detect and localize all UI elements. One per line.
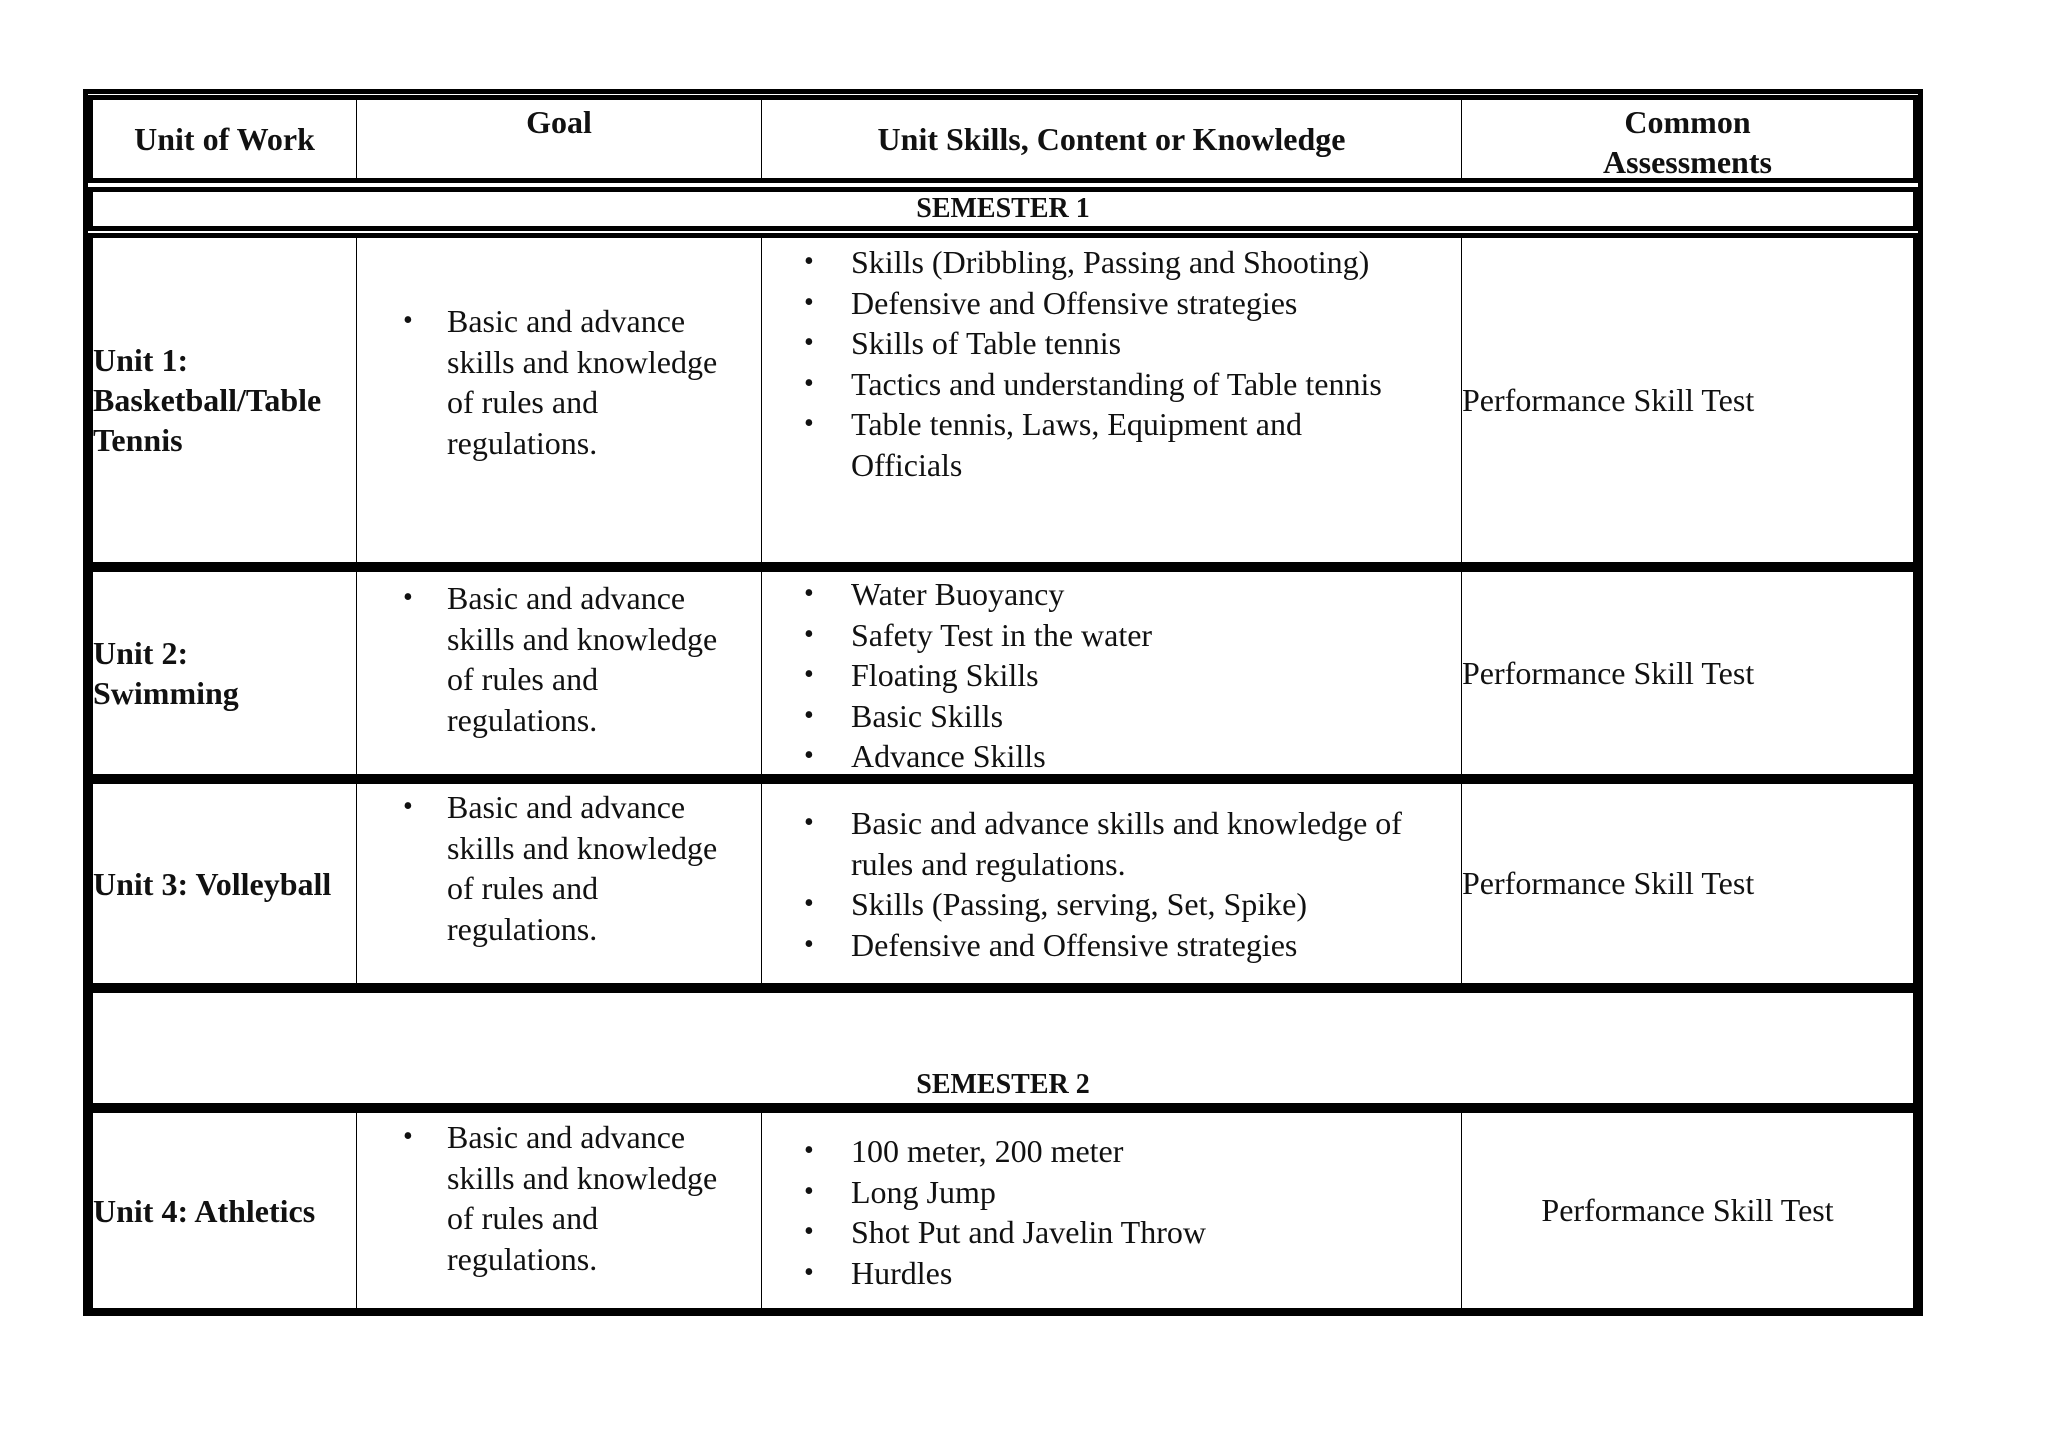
unit-1-assessment: Performance Skill Test — [1462, 381, 1755, 418]
header-unit-of-work-cell — [93, 100, 357, 178]
list-item: • Table tennis, Laws, Equipment and Officials — [762, 404, 1453, 485]
list-item: • Defensive and Offensive strategies — [762, 283, 1453, 324]
unit-4-skills-cell — [762, 1113, 1462, 1308]
unit-3-assessment-cell — [1462, 784, 1913, 983]
unit-3-skills-cell — [762, 784, 1462, 983]
unit-2-goal-cell — [357, 572, 762, 774]
unit-2-row — [88, 567, 1918, 779]
list-item: • 100 meter, 200 meter — [762, 1131, 1453, 1172]
header-skills-cell — [762, 100, 1462, 178]
unit-4-assessment: Performance Skill Test — [1541, 1192, 1834, 1228]
header-assessments — [1462, 100, 1913, 182]
unit-2-skills-list — [762, 574, 1453, 777]
unit-1-name-line3: Tennis — [93, 422, 183, 458]
unit-2-name-line1: Unit 2: — [93, 635, 189, 671]
unit-4-assessment-cell — [1462, 1113, 1913, 1308]
list-item: • Water Buoyancy — [762, 574, 1453, 615]
unit-3-row — [88, 779, 1918, 988]
unit-2-skills-cell — [762, 572, 1462, 774]
unit-1-name-cell — [93, 238, 357, 562]
unit-1-assessment-cell — [1462, 238, 1913, 562]
header-skills: Unit Skills, Content or Knowledge — [877, 120, 1346, 157]
list-item: • Floating Skills — [762, 655, 1453, 696]
unit-1-name-line2: Basketball/Table — [93, 382, 322, 418]
list-item: • Skills (Dribbling, Passing and Shooting) — [762, 242, 1453, 283]
header-goal: Goal — [526, 104, 592, 140]
header-assessments-cell — [1462, 100, 1913, 178]
list-item: • Hurdles — [762, 1253, 1453, 1294]
unit-1-goal-cell — [357, 238, 762, 562]
unit-2-assessment: Performance Skill Test — [1462, 654, 1755, 691]
unit-4-goal-cell — [357, 1113, 762, 1308]
unit-1-skills-cell — [762, 238, 1462, 562]
unit-1-row — [88, 233, 1918, 567]
unit-3-goal: • Basic and advance skills and knowledge of rules and regulations. — [357, 787, 751, 949]
list-item: • Basic and advance skills and knowledge of rules and regulations. — [762, 803, 1453, 884]
unit-4-row — [88, 1108, 1918, 1313]
unit-4-goal: • Basic and advance skills and knowledge of rules and regulations. — [357, 1117, 751, 1279]
unit-1-name — [93, 238, 356, 562]
list-item: • Basic Skills — [762, 696, 1453, 737]
unit-3-goal-cell — [357, 784, 762, 983]
list-item: • Skills of Table tennis — [762, 323, 1453, 364]
header-assessments-line2: Assessments — [1603, 144, 1772, 180]
unit-1-goal: • Basic and advance skills and knowledge of rules and regulations. — [357, 301, 751, 463]
list-item: • Advance Skills — [762, 736, 1453, 777]
unit-3-name-cell — [93, 784, 357, 983]
unit-4-name-cell — [93, 1113, 357, 1308]
semester-1-label: SEMESTER 1 — [916, 193, 1090, 224]
header-assessments-line1: Common — [1624, 104, 1751, 140]
unit-4-name: Unit 4: Athletics — [93, 1192, 316, 1229]
list-item: • Safety Test in the water — [762, 615, 1453, 656]
list-item: • Tactics and understanding of Table tennis — [762, 364, 1453, 405]
table-header — [88, 95, 1918, 183]
unit-2-name-line2: Swimming — [93, 675, 239, 711]
unit-3-assessment: Performance Skill Test — [1462, 865, 1755, 901]
unit-2-name — [93, 572, 356, 774]
unit-2-goal: • Basic and advance skills and knowledge of rules and regulations. — [357, 578, 751, 740]
unit-1-skills-list — [762, 242, 1453, 485]
list-item: • Shot Put and Javelin Throw — [762, 1212, 1453, 1253]
header-goal-cell — [357, 100, 762, 178]
unit-3-skills-list — [762, 803, 1453, 965]
semester-1-row — [88, 187, 1918, 231]
semester-2-row — [88, 988, 1918, 1108]
list-item: • Long Jump — [762, 1172, 1453, 1213]
header-unit-of-work: Unit of Work — [134, 120, 315, 157]
unit-2-assessment-cell — [1462, 572, 1913, 774]
unit-2-name-cell — [93, 572, 357, 774]
semester-2-label: SEMESTER 2 — [916, 1069, 1090, 1100]
unit-4-skills-list — [762, 1131, 1453, 1293]
list-item: • Defensive and Offensive strategies — [762, 925, 1453, 966]
list-item: • Skills (Passing, serving, Set, Spike) — [762, 884, 1453, 925]
unit-3-name: Unit 3: Volleyball — [93, 865, 332, 902]
unit-1-name-line1: Unit 1: — [93, 342, 189, 378]
